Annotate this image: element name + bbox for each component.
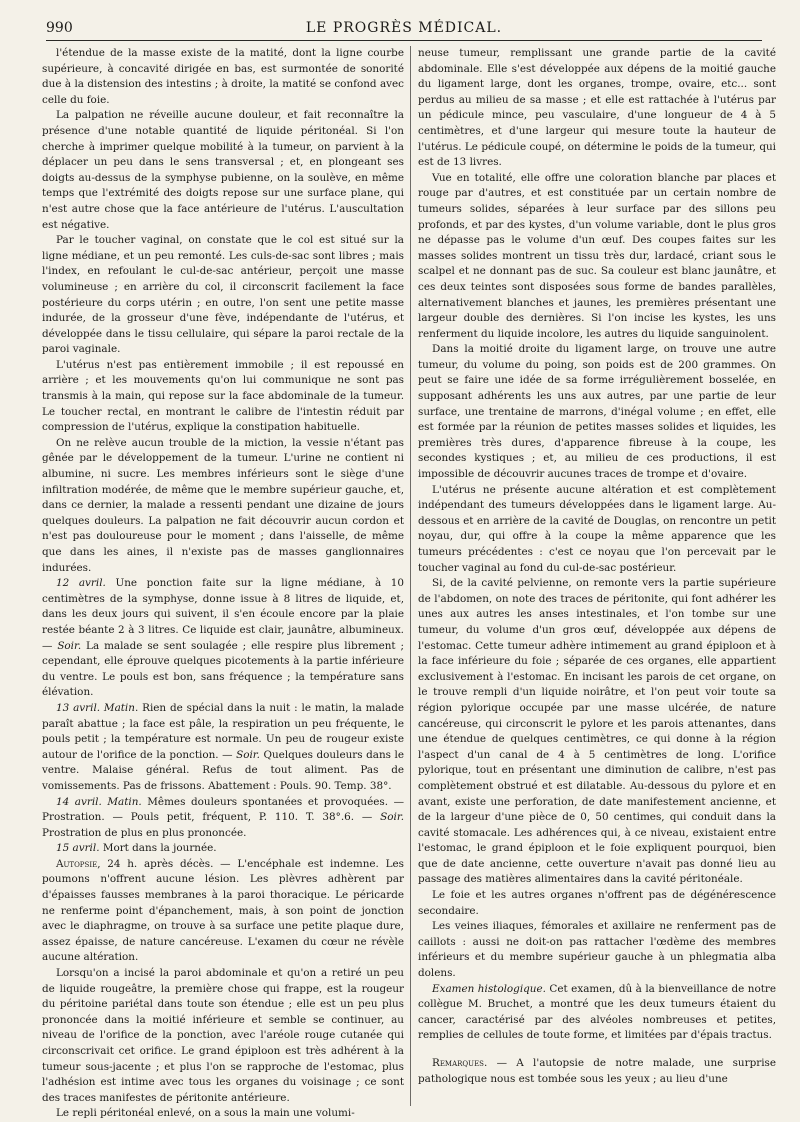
left-column-paragraph: [42, 795, 404, 842]
left-column-paragraph: [42, 436, 404, 576]
text-run: Par le toucher vaginal, on constate que le col est situé sur la ligne médiane, et un peu remonté. Les culs-de-sac sont libres ; mais l'index, en refoulant le cul-de-sac antérieur, perçoit une masse volumineuse ; en arrière du col, il circonscrit facilement la face postérieure du corps utérin ; en outre, l'on sent une petite masse indurée, de la grosseur d'une fève, indépendante de l'utérus, et développée dans le tissu cellulaire, qui sépare la paroi rectale de la paroi vaginale.: [42, 234, 404, 356]
right-column-paragraph: [418, 888, 776, 919]
right-column-paragraph: [418, 483, 776, 577]
text-run: Lorsqu'on a incisé la paroi abdominale et qu'on a retiré un peu de liquide rougeâtre, la première chose qui frappe, est la rougeur du péritoine pariétal dans toute son étendue ; elle est un peu plus prononcée dans la moitié inférieure et semble se continuer, au niveau de l'orifice de la ponction, avec l'aréole rouge cutanée qui circonscrivait cet orifice. Le grand épiploon est très adhérent à la tumeur sous-jacente ; et plus l'on se rapproche de l'estomac, plus l'adhésion est intime avec tous les organes du voisinage ; ce sont des traces manifestes de péritonite antérieure.: [42, 967, 404, 1104]
text-run: Une ponction faite sur la ligne médiane, à 10 centimètres de la symphyse, donne issue à 8 litres de liquide, et, dans les deux jours qui suivent, il s'en écoule encore par la plaie restée béante 2 à 3 litres. Ce liquide est clair, jaunâtre, albumineux. —: [42, 577, 404, 652]
running-header: [46, 18, 762, 40]
text-run: La malade se sent soulagée ; elle respire plus librement ; cependant, elle éprouve quelques picotements à la partie inférieure du ventre. Le pouls est bon, sans fréquence ; la température sans élévation.: [42, 639, 404, 699]
text-run: Les veines iliaques, fémorales et axillaire ne renferment pas de caillots : aussi ne doit-on pas rattacher l'œdème des membres inférieurs et du membre supérieur gauche à un phlegmatia alba dolens.: [418, 920, 776, 980]
text-run: Le repli péritonéal enlevé, on a sous la main une volumi-: [56, 1107, 355, 1120]
left-column-paragraph: [42, 108, 404, 233]
text-run: La palpation ne réveille aucune douleur, et fait reconnaître la présence d'une notable quantité de liquide péritonéal. Si l'on cherche à imprimer quelque mobilité à la tumeur, on parvient à la déplacer un peu dans le sens transversal ; et, en plongeant ses doigts au-dessus de la symphyse pubienne, on la soulève, en même temps que l'extrémité des doigts repose sur une surface plane, qui n'est autre chose que la face antérieure de l'utérus. L'auscultation est négative.: [42, 109, 404, 231]
text-run: Prostration de plus en plus prononcée.: [42, 826, 247, 839]
text-run: Mort dans la journée.: [99, 842, 217, 855]
small-caps-run: Autopsie: [56, 857, 98, 870]
left-column-paragraph: [42, 46, 404, 108]
text-run: Quelques douleurs dans le ventre. Malaise général. Refus de tout aliment. Pas de vomissements. Pas de frissons. Abattement : Pouls. 90. Temp. 38°.: [42, 748, 405, 792]
text-run: Vue en totalité, elle offre une coloration blanche par places et rouge par d'autres, et est constituée par un certain nombre de tumeurs solides, séparées à leur surface par des sillons peu profonds, et par des kystes, d'un volume variable, dont le plus gros ne dépasse pas le volume d'un œuf. Des coupes faites sur les masses solides montrent un tissu très dur, lardacé, criant sous le scalpel et ne donnant pas de suc. Sa couleur est blanc jaunâtre, et ces deux teintes sont disposées sous forme de bandes parallèles, alternativement blanches et jaunes, les premières présentant une largeur double des dernières. Si l'on incise les kystes, les uns renferment du liquide incolore, les autres du liquide sanguinolent.: [418, 171, 776, 340]
text-run: Le foie et les autres organes n'offrent pas de dégénérescence secondaire.: [418, 889, 776, 917]
right-column-paragraph: [418, 46, 776, 171]
italic-run: Soir.: [236, 748, 260, 761]
header-rule: [46, 40, 762, 41]
right-column-paragraph: [418, 919, 776, 981]
text-run: , 24 h. après décès. — L'encéphale est indemne. Les poumons n'offrent aucune lésion. Les plèvres adhèrent par d'épaisses fausses membranes à la paroi thoracique. Le péricarde ne renferme point d'épanchement, mais, à son point de jonction avec le diaphragme, on trouve à sa surface une petite plaque dure, assez épaisse, de nature cancéreuse. L'examen du cœur ne révèle aucune altération.: [42, 857, 404, 964]
italic-run: 12 avril.: [56, 577, 106, 590]
text-run: On ne relève aucun trouble de la miction, la vessie n'étant pas gênée par le développement de la tumeur. L'urine ne contient ni albumine, ni sucre. Les membres inférieurs sont le siège d'une infiltration modérée, de même que le membre supérieur gauche, et, dans ce dernier, la malade a ressenti pendant une dizaine de jours quelques douleurs. La palpation ne fait découvrir aucun cordon et n'est pas douloureuse pour le moment ; dans l'aisselle, de même que dans les aines, il n'existe pas de masses ganglionnaires indurées.: [42, 436, 404, 574]
text-run: . — A l'autopsie de notre malade, une surprise pathologique nous est tombée sous les yeux ; au lieu d'une: [418, 1057, 776, 1085]
text-run: Dans la moitié droite du ligament large, on trouve une autre tumeur, du volume du poing, son poids est de 200 grammes. On peut se faire une idée de sa forme irrégulièrement bosselée, en supposant adhérents les uns aux autres, par une partie de leur surface, une trentaine de marrons, d'inégal volume ; en effet, elle est formée par la réunion de petites masses solides et liquides, les premières très dures, d'apparence fibreuse à la coupe, les secondes kystiques ; et, au milieu de ces productions, il est impossible de découvrir aucunes traces de trompe et d'ovaire.: [418, 343, 776, 481]
left-column-paragraph: [42, 358, 404, 436]
left-column-paragraph: [42, 701, 404, 795]
left-column-paragraph: [42, 233, 404, 358]
left-column-paragraph: [42, 576, 404, 701]
italic-run: 13 avril. Matin.: [56, 701, 139, 714]
text-run: L'utérus ne présente aucune altération et est complètement indépendant des tumeurs développées dans le ligament large. Au-dessous et en arrière de la cavité de Douglas, on rencontre un petit noyau, dur, qui offre à la coupe la même apparence que les tumeurs précédentes : c'est ce noyau que l'on percevait par le toucher vaginal au fond du cul-de-sac postérieur.: [418, 483, 776, 574]
right-column: [418, 46, 776, 1106]
running-title: LE PROGRÈS MÉDICAL.: [305, 20, 503, 36]
right-column-paragraph: [418, 1056, 776, 1087]
page-number: 990: [46, 20, 73, 36]
right-column-paragraph: [418, 576, 776, 888]
text-run: Cet examen, dû à la bienveillance de notre collègue M. Bruchet, a montré que les deux tumeurs étaient du cancer, caractérisé par des alvéoles nombreuses et petites, remplies de cellules de toute forme, et limitées par d'épais tractus.: [418, 982, 777, 1042]
small-caps-run: Remarques: [432, 1057, 484, 1069]
italic-run: 15 avril.: [56, 842, 100, 855]
left-column-paragraph: [42, 857, 404, 966]
italic-run: 14 avril. Matin.: [56, 795, 142, 808]
right-column-paragraph: [418, 982, 776, 1044]
left-column-paragraph: [42, 966, 404, 1106]
column-divider: [410, 46, 411, 1106]
right-column-paragraph: [418, 342, 776, 482]
italic-run: Soir.: [57, 639, 82, 652]
italic-run: Examen histologique.: [432, 982, 546, 995]
text-run: L'utérus n'est pas entièrement immobile ; il est repoussé en arrière ; et les mouvements qu'on lui communique ne sont pas transmis à la main, qui repose sur la face abdominale de la tumeur. Le toucher rectal, en montrant le calibre de l'intestin réduit par compression de l'utérus, explique la constipation habituelle.: [42, 358, 404, 434]
text-run: neuse tumeur, remplissant une grande partie de la cavité abdominale. Elle s'est développée aux dépens de la moitié gauche du ligament large, dont les organes, trompe, ovaire, etc... sont perdus au milieu de sa masse ; et elle est rattachée à l'utérus par un pédicule mince, peu vasculaire, d'une longueur de 4 à 5 centimètres, et d'une largeur qui mesure toute la hauteur de l'utérus. Le pédicule coupé, on détermine le poids de la tumeur, qui est de 13 livres.: [418, 47, 776, 169]
text-run: Mêmes douleurs spontanées et provoquées. — Prostration. — Pouls petit, fréquent, P. 110. T. 38°.6. —: [42, 795, 404, 824]
left-column-paragraph: [42, 841, 404, 857]
left-column-paragraph: [42, 1106, 404, 1122]
text-run: l'étendue de la masse existe de la matité, dont la ligne courbe supérieure, à concavité dirigée en bas, est surmontée de sonorité due à la distension des intestins ; à droite, la matité se confond avec celle du foie.: [42, 47, 404, 106]
text-run: Rien de spécial dans la nuit : le matin, la malade paraît abattue ; la face est pâle, la respiration un peu fréquente, le pouls petit ; la température est normale. Un peu de rougeur existe autour de l'orifice de la ponction. —: [42, 701, 404, 761]
right-column-paragraph: [418, 171, 776, 343]
left-column: [42, 46, 405, 1120]
italic-run: Soir.: [380, 811, 404, 824]
text-run: Si, de la cavité pelvienne, on remonte vers la partie supérieure de l'abdomen, on note des traces de péritonite, qui font adhérer les unes aux autres les anses intestinales, et l'on tombe sur une tumeur, du volume d'un gros œuf, développée aux dépens de l'estomac. Cette tumeur adhère intimement au grand épiploon et à la face inférieure du foie ; séparée de ces organes, elle appartient exclusivement à l'estomac. En incisant les parois de cet organe, on le trouve rempli d'un liquide noirâtre, et l'on peut voir toute sa région pylorique occupée par une masse ulcérée, de nature cancéreuse, qui circonscrit le pylore et les parois attenantes, dans une étendue de quelques centimètres, ce qui donne à la région l'aspect d'un canal de 4 à 5 centimètres de long. L'orifice pylorique, tout en présentant une diminution de calibre, n'est pas complètement obstrué et est dilatable. Au-dessous du pylore et en avant, existe une perforation, de date manifestement ancienne, et de la largeur d'une pièce de 0, 50 centimes, qui conduit dans la cavité stomacale. Les adhérences qui, à ce niveau, existaient entre l'estomac, le grand épiploon et le foie expliquent pourquoi, bien que de date ancienne, cette ouverture n'avait pas donné lieu au passage des matières alimentaires dans la cavité péritonéale.: [418, 577, 776, 886]
